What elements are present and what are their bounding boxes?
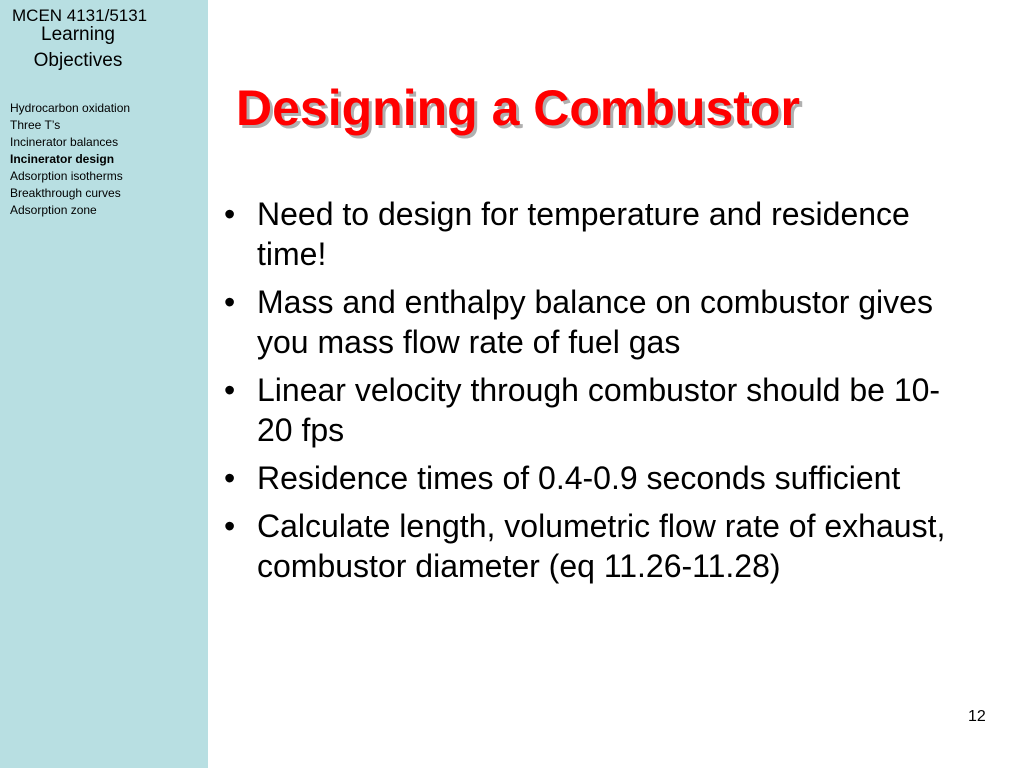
bullet-text: Need to design for temperature and residence time! xyxy=(257,196,910,272)
learning-objectives-heading xyxy=(0,22,156,74)
bullet-text: Calculate length, volumetric flow rate of exhaust, combustor diameter (eq 11.26-11.28) xyxy=(257,508,946,584)
objective-three-ts: Three T’s xyxy=(10,118,61,132)
page-number: 12 xyxy=(968,708,986,725)
bullet-list xyxy=(216,194,946,594)
bullet-text: Residence times of 0.4-0.9 seconds sufficient xyxy=(257,460,901,496)
objective-hydrocarbon-oxidation: Hydrocarbon oxidation xyxy=(10,101,131,115)
bullet-dot-icon: • xyxy=(224,196,236,232)
bullet-dot-icon: • xyxy=(224,508,236,544)
bullet-item xyxy=(216,458,946,498)
objectives-list xyxy=(10,100,130,219)
objective-adsorption-zone: Adsorption zone xyxy=(10,203,97,217)
heading-line-1: Learning xyxy=(41,24,115,45)
bullet-dot-icon: • xyxy=(224,284,236,320)
objective-breakthrough-curves: Breakthrough curves xyxy=(10,186,121,200)
objective-incinerator-balances: Incinerator balances xyxy=(10,135,119,149)
bullet-item xyxy=(216,370,946,450)
bullet-item xyxy=(216,194,946,274)
bullet-item xyxy=(216,506,946,586)
heading-line-2: Objectives xyxy=(33,50,123,71)
objective-adsorption-isotherms: Adsorption isotherms xyxy=(10,169,123,183)
bullet-dot-icon: • xyxy=(224,372,236,408)
bullet-text: Mass and enthalpy balance on combustor gives you mass flow rate of fuel gas xyxy=(257,284,933,360)
bullet-dot-icon: • xyxy=(224,460,236,496)
objective-incinerator-design: Incinerator design xyxy=(10,152,115,166)
slide-title: Designing a Combustor xyxy=(236,80,800,136)
bullet-text: Linear velocity through combustor should be 10-20 fps xyxy=(257,372,941,448)
course-code: MCEN 4131/5131 xyxy=(12,6,148,25)
bullet-item xyxy=(216,282,946,362)
sidebar xyxy=(0,0,208,768)
